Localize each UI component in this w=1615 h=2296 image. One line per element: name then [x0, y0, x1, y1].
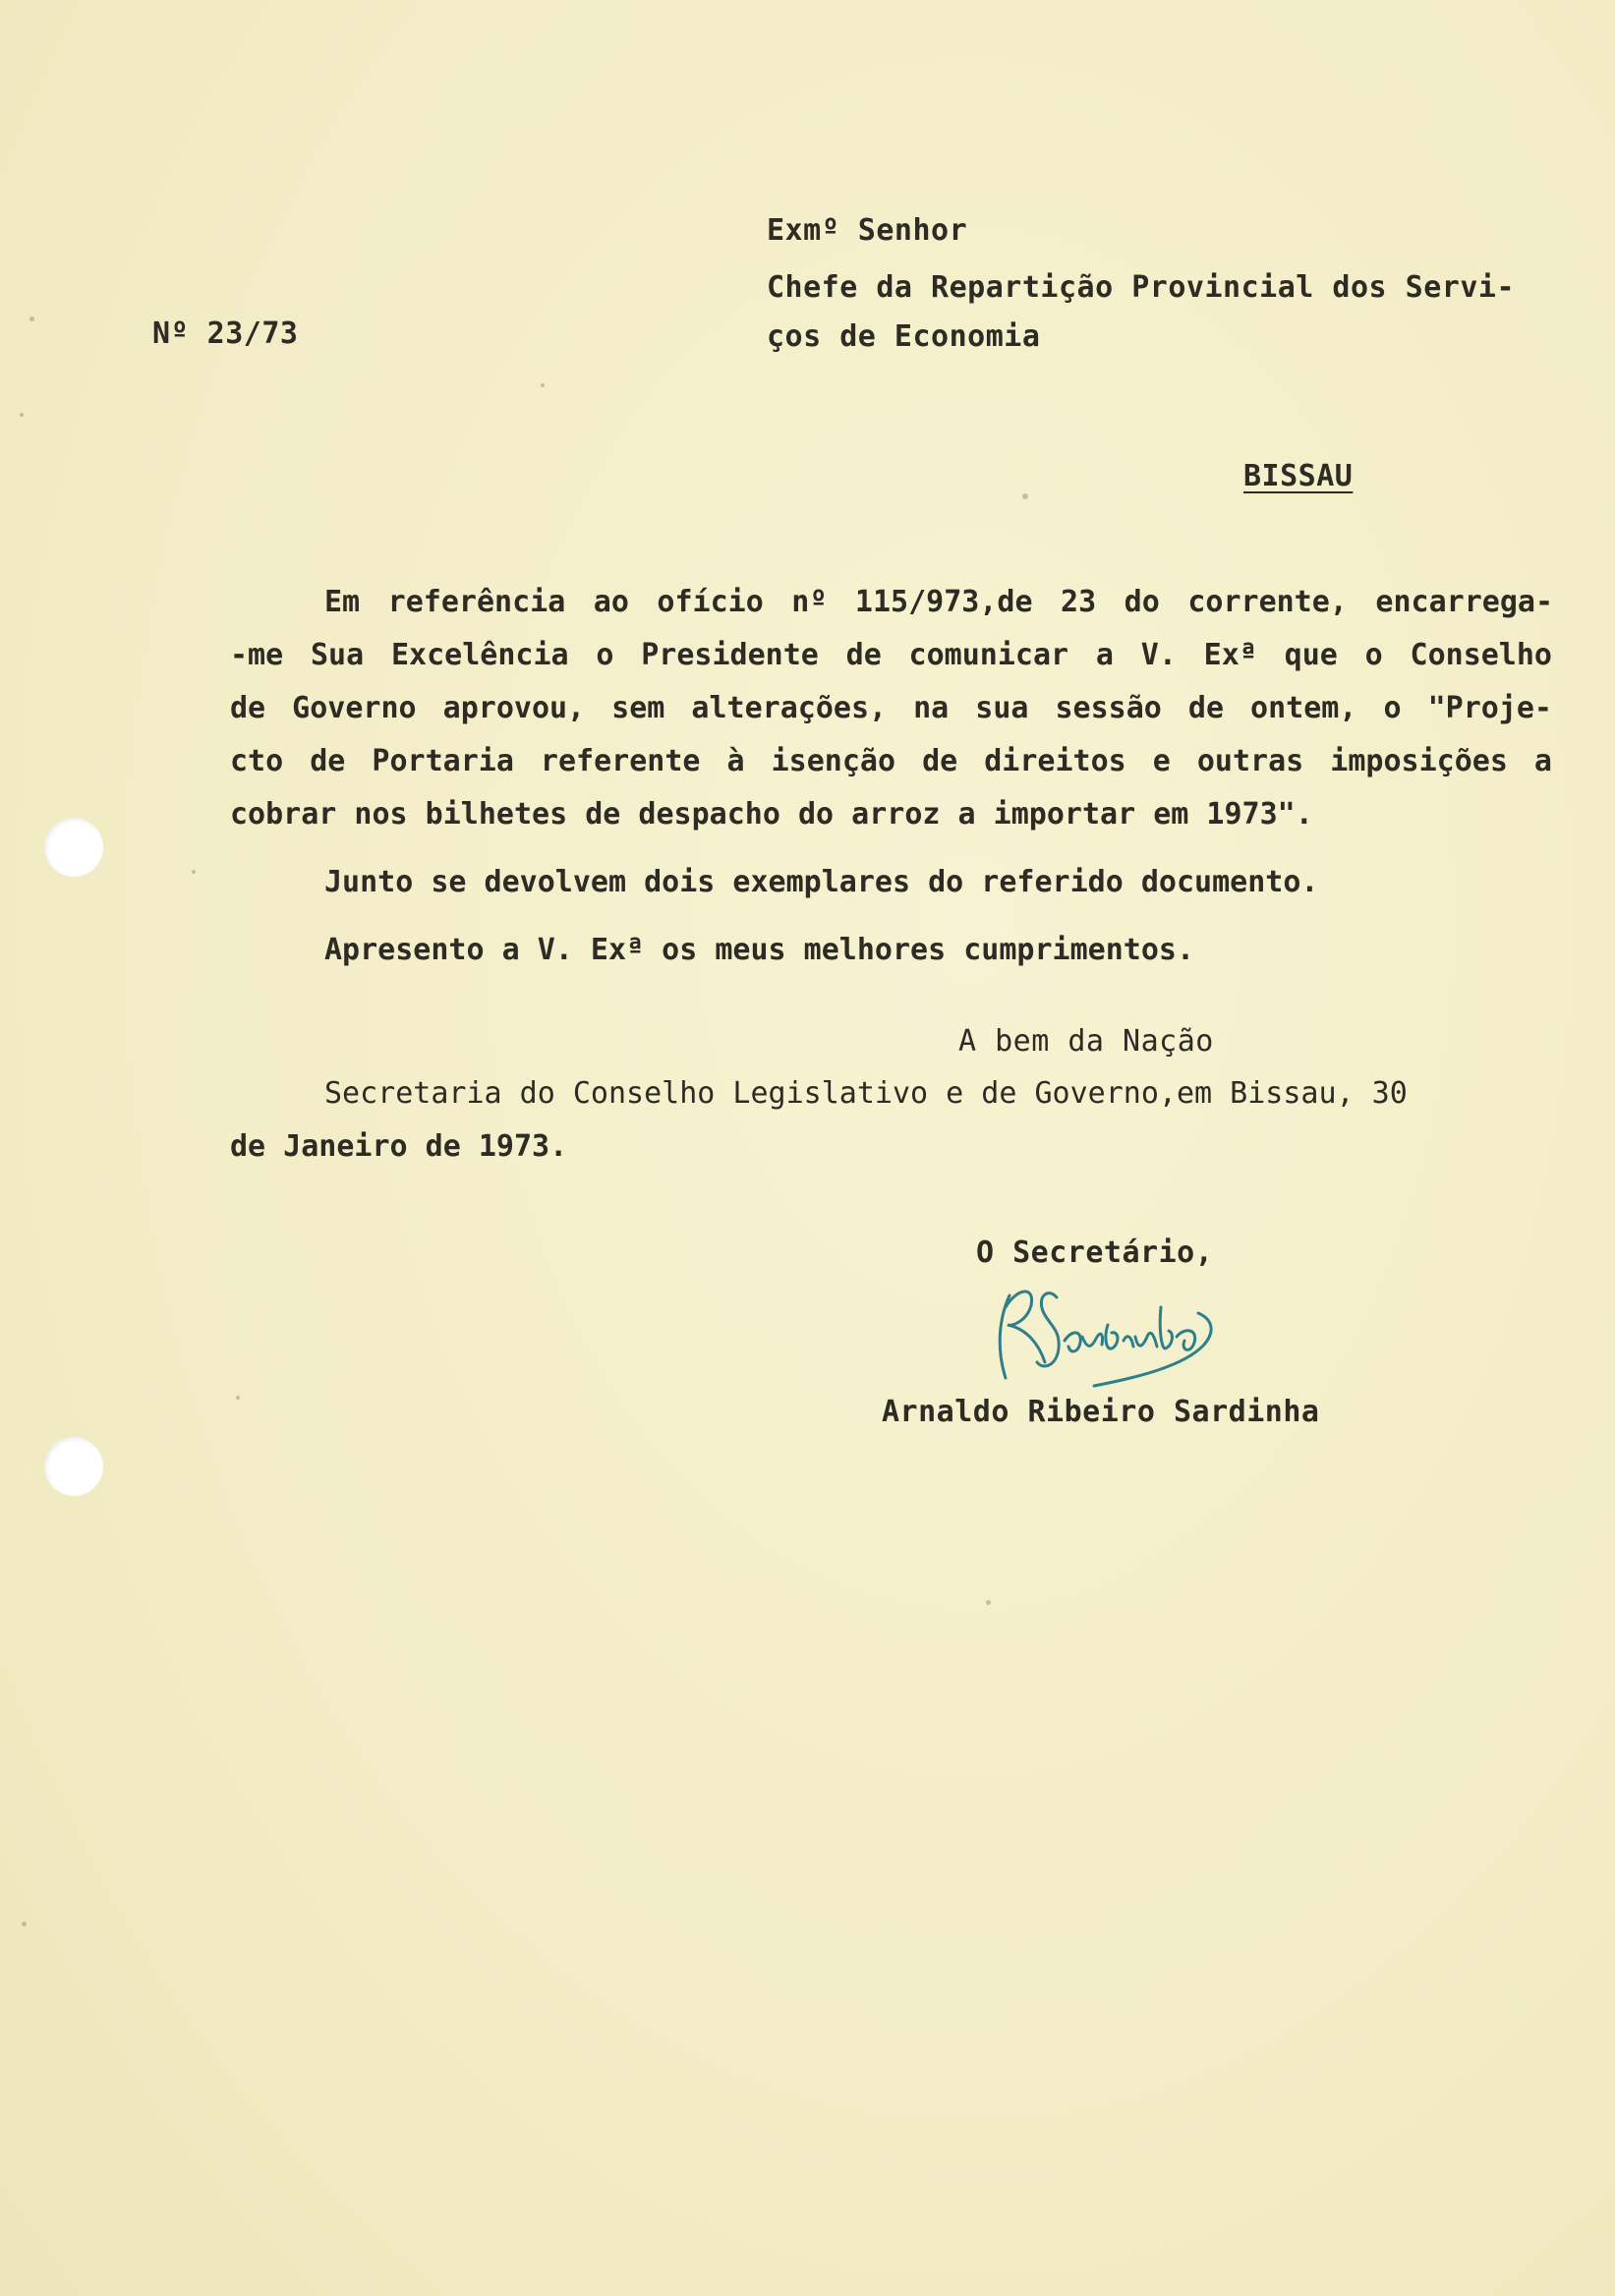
- paragraph-3: Apresento a V. Exª os meus melhores cumprimentos.: [324, 933, 1195, 967]
- signatory-name: Arnaldo Ribeiro Sardinha: [882, 1395, 1320, 1429]
- punch-hole-top: [44, 818, 103, 877]
- body-line-3: de Governo aprovou, sem alterações, na sua sessão de ontem, o "Proje-: [230, 691, 1552, 725]
- paragraph-2: Junto se devolvem dois exemplares do referido documento.: [324, 865, 1319, 899]
- handwritten-signature: [988, 1268, 1229, 1396]
- paper-speck: [22, 1922, 27, 1926]
- paper-speck: [20, 413, 24, 417]
- reference-number: Nº 23/73: [152, 316, 299, 351]
- body-line-4: cto de Portaria referente à isenção de direitos e outras imposições a: [230, 744, 1552, 778]
- paper-speck: [192, 870, 196, 874]
- city: BISSAU: [1243, 459, 1354, 493]
- place-date-line-1: Secretaria do Conselho Legislativo e de Governo,em Bissau, 30: [324, 1076, 1408, 1111]
- paper-speck: [29, 316, 34, 321]
- closing: A bem da Nação: [958, 1024, 1214, 1059]
- paper-speck: [236, 1396, 240, 1400]
- body-line-5: cobrar nos bilhetes de despacho do arroz a importar em 1973".: [230, 797, 1313, 832]
- place-date-line-2: de Janeiro de 1973.: [230, 1129, 568, 1164]
- recipient-line-1: Chefe da Repartição Provincial dos Servi-: [767, 270, 1516, 305]
- signatory-title: O Secretário,: [976, 1235, 1214, 1270]
- paper-speck: [541, 383, 545, 387]
- recipient-line-2: ços de Economia: [767, 319, 1041, 354]
- body-line-2: -me Sua Excelência o Presidente de comunicar a V. Exª que o Conselho: [230, 638, 1552, 672]
- punch-hole-bottom: [44, 1437, 103, 1496]
- salutation: Exmº Senhor: [767, 213, 968, 248]
- body-line-1: Em referência ao ofício nº 115/973,de 23 do corrente, encarrega-: [324, 585, 1553, 619]
- paper-speck: [986, 1600, 991, 1605]
- paper-speck: [1022, 493, 1028, 499]
